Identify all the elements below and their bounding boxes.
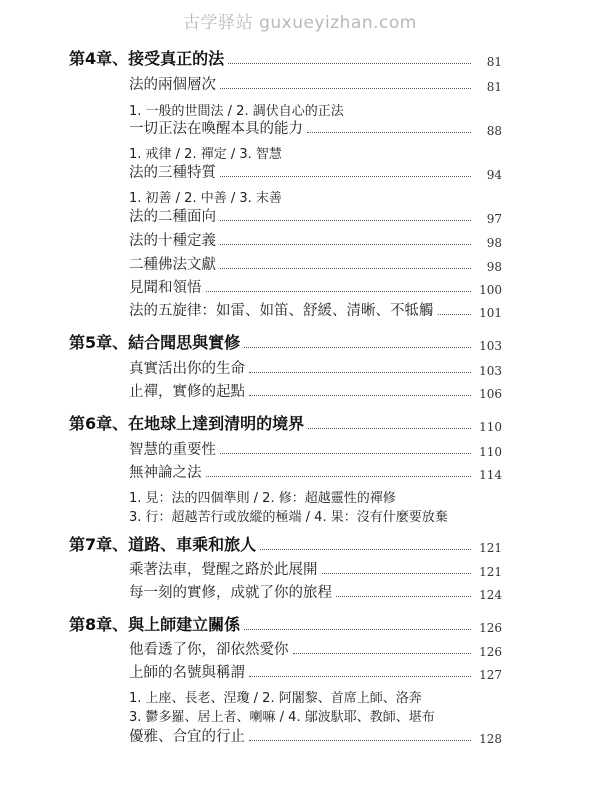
toc-entry <box>129 356 502 378</box>
toc-subentry: 3. 鬱多羅、居上者、喇嘛 / 4. 鄔波馱耶、教師、堪布 <box>129 710 435 725</box>
toc-subentry: 1. 一般的世間法 / 2. 調伏自心的正法 <box>129 104 344 119</box>
toc-entry <box>129 116 502 138</box>
toc-entry-page: 106 <box>479 387 502 401</box>
toc-entry-title: 一切正法在喚醒本具的能力 <box>129 121 303 137</box>
toc-entry <box>129 160 502 182</box>
toc-entry <box>129 557 502 579</box>
toc-entry-title: 法的三種特質 <box>129 165 216 181</box>
chapter-7-entry <box>69 533 502 555</box>
toc-entry <box>129 724 502 746</box>
dot-leader <box>220 243 471 245</box>
dot-leader <box>293 652 472 654</box>
toc-entry-page: 98 <box>486 236 502 250</box>
toc-entry-page: 128 <box>479 732 502 746</box>
toc-subentry: 1. 戒律 / 2. 禪定 / 3. 智慧 <box>129 147 282 162</box>
toc-entry-page: 97 <box>486 212 502 226</box>
chapter-6-page: 110 <box>479 420 502 434</box>
toc-entry-title: 法的二種面向 <box>129 209 216 225</box>
toc-entry <box>129 460 502 482</box>
toc-entry-page: 101 <box>479 306 502 320</box>
chapter-5-entry <box>69 331 502 353</box>
dot-leader <box>249 675 471 677</box>
chapter-8-entry <box>69 613 502 635</box>
toc-entry <box>129 580 502 602</box>
toc-entry-title: 二種佛法文獻 <box>129 257 216 273</box>
toc-entry-title: 止禪，實修的起點 <box>129 384 245 400</box>
toc-entry-title: 無神論之法 <box>129 465 202 481</box>
chapter-6-entry <box>69 412 502 434</box>
dot-leader <box>206 475 472 477</box>
watermark: 古学驿站 guxueyizhan.com <box>183 13 417 33</box>
toc-entry <box>129 72 502 94</box>
toc-entry <box>129 437 502 459</box>
dot-leader <box>308 427 471 429</box>
dot-leader <box>220 452 471 454</box>
dot-leader <box>307 131 471 133</box>
toc-entry <box>129 252 502 274</box>
toc-entry <box>129 204 502 226</box>
chapter-4-title: 第4章、接受真正的法 <box>69 49 225 68</box>
toc-entry-title: 乘著法車，覺醒之路於此展開 <box>129 562 318 578</box>
dot-leader <box>322 572 472 574</box>
chapter-7-page: 121 <box>479 541 502 555</box>
toc-subentry: 1. 上座、長老、涅瓊 / 2. 阿闍黎、首席上師、洛奔 <box>129 691 422 706</box>
dot-leader <box>249 394 471 396</box>
dot-leader <box>220 267 471 269</box>
chapter-6-title: 第6章、在地球上達到清明的境界 <box>69 414 305 433</box>
toc-entry-page: 88 <box>486 124 502 138</box>
toc-entry <box>129 298 502 320</box>
toc-entry-title: 見聞和領悟 <box>129 280 202 296</box>
toc-entry-page: 100 <box>479 283 502 297</box>
toc-entry-title: 他看透了你，卻依然愛你 <box>129 642 289 658</box>
toc-entry-title: 智慧的重要性 <box>129 442 216 458</box>
toc-entry-page: 114 <box>479 468 502 482</box>
chapter-8-title: 第8章、與上師建立關係 <box>69 615 241 634</box>
dot-leader <box>220 175 471 177</box>
dot-leader <box>438 313 472 315</box>
toc-entry-page: 121 <box>479 565 502 579</box>
toc-entry-title: 法的兩個層次 <box>129 77 216 93</box>
dot-leader <box>244 628 471 630</box>
chapter-4-page: 81 <box>486 55 502 69</box>
chapter-5-title: 第5章、結合聞思與實修 <box>69 333 241 352</box>
chapter-5-page: 103 <box>479 339 502 353</box>
chapter-4-entry <box>69 47 502 69</box>
toc-entry-page: 126 <box>479 645 502 659</box>
toc-entry-title: 法的五旋律：如雷、如笛、舒緩、清晰、不牴觸 <box>129 303 434 319</box>
dot-leader <box>244 346 471 348</box>
toc-entry-page: 81 <box>486 80 502 94</box>
toc-entry <box>129 379 502 401</box>
toc-entry-title: 真實活出你的生命 <box>129 361 245 377</box>
dot-leader <box>220 87 471 89</box>
chapter-8-page: 126 <box>479 621 502 635</box>
toc-entry-page: 127 <box>479 668 502 682</box>
toc-entry <box>129 637 502 659</box>
toc-entry-page: 110 <box>479 445 502 459</box>
toc-entry <box>129 275 502 297</box>
toc-entry-page: 103 <box>479 364 502 378</box>
dot-leader <box>228 62 471 64</box>
toc-entry-title: 上師的名號與稱謂 <box>129 665 245 681</box>
toc-subentry: 1. 初善 / 2. 中善 / 3. 末善 <box>129 191 282 206</box>
toc-entry-title: 優雅、合宜的行止 <box>129 729 245 745</box>
dot-leader <box>336 595 471 597</box>
toc-entry-title: 每一刻的實修，成就了你的旅程 <box>129 585 332 601</box>
dot-leader <box>249 371 471 373</box>
dot-leader <box>249 739 471 741</box>
dot-leader <box>260 548 471 550</box>
toc-entry <box>129 660 502 682</box>
toc-entry-page: 94 <box>486 168 502 182</box>
chapter-7-title: 第7章、道路、車乘和旅人 <box>69 535 257 554</box>
toc-entry-page: 98 <box>486 260 502 274</box>
dot-leader <box>206 290 472 292</box>
toc-subentry: 3. 行：超越苦行或放縱的極端 / 4. 果：沒有什麼要放棄 <box>129 510 448 525</box>
dot-leader <box>220 219 471 221</box>
toc-entry <box>129 228 502 250</box>
toc-entry-title: 法的十種定義 <box>129 233 216 249</box>
toc-subentry: 1. 見：法的四個準則 / 2. 修：超越靈性的禪修 <box>129 491 396 506</box>
toc-entry-page: 124 <box>479 588 502 602</box>
